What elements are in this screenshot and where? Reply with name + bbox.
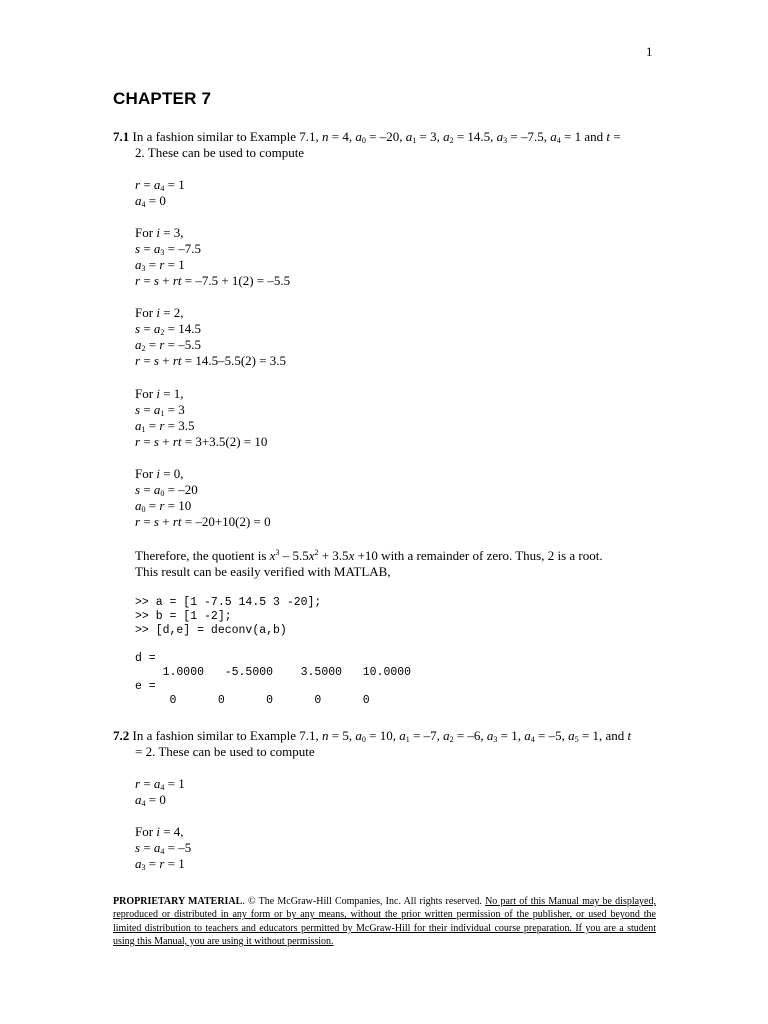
step-line: $a_0 = r = 10$ — [135, 498, 192, 514]
page-number: 1 — [646, 44, 653, 59]
init-line: $a_4 = 0$ — [135, 193, 166, 209]
step-line: $a_3 = r = 1$ — [135, 257, 185, 273]
step-line: $a_2 = r = -5.5$ — [135, 337, 201, 353]
step-line: r = s + rt = –20+10(2) = 0 — [135, 514, 271, 529]
problem-number: 7.2 — [113, 728, 130, 743]
step-line: $s = a_4 = -5$ — [135, 840, 192, 856]
step-head: For i = 0, — [135, 466, 184, 481]
problem-7-1-intro — [113, 129, 621, 145]
step-head: For i = 1, — [135, 386, 184, 401]
matlab-code — [135, 596, 411, 708]
step-line: $s = a_2 = 14.5$ — [135, 321, 201, 337]
problem-number: 7.1 — [113, 129, 130, 144]
footer-copyright: . © The McGraw-Hill Companies, Inc. All rights reserved. — [242, 896, 486, 907]
step-line: r = s + rt = 3+3.5(2) = 10 — [135, 434, 268, 449]
conclusion-line: Therefore, the quotient is $x^3 - 5.5x^2 + 3.5x +10$ with a remainder of zero. Thus, 2 is a root. — [135, 548, 603, 563]
code-line: >> a = [1 -7.5 14.5 3 -20]; — [135, 596, 322, 609]
step-line: $a_1 = r = 3.5$ — [135, 418, 195, 434]
intro-text: In a fashion similar to Example 7.1, — [129, 129, 323, 144]
problem-7-2-intro-cont: = 2. These can be used to compute — [135, 744, 315, 759]
code-line: 1.0000 -5.5000 3.5000 10.0000 — [135, 666, 412, 679]
code-line: d = — [135, 652, 156, 665]
code-line: 0 0 0 0 0 — [135, 694, 370, 707]
step-line: $s = a_1 = 3$ — [135, 402, 185, 418]
problem-7-1-intro-cont: 2. These can be used to compute — [135, 145, 305, 160]
code-line: >> [d,e] = deconv(a,b) — [135, 624, 287, 637]
init-line: $r = a_4 = 1$ — [135, 177, 185, 193]
conclusion-line: This result can be easily verified with MATLAB, — [135, 564, 391, 579]
step-line: r = s + rt = –7.5 + 1(2) = –5.5 — [135, 273, 291, 288]
step-line: $s = a_0 = -20$ — [135, 482, 198, 498]
init-line: $a_4 = 0$ — [135, 792, 166, 808]
footer-label: PROPRIETARY MATERIAL — [113, 896, 243, 907]
problem-7-2-intro — [113, 728, 631, 744]
footer-notice: No part of this Manual may be displayed, reproduced or distributed in any form or by any means, without the prior written permission of the publisher, or used beyond the limited distribution to teachers and educators permitted by McGraw-Hill for their individual course preparation. If you are a student using this Manual, you are using it without permission. — [113, 896, 656, 947]
proprietary-footer — [113, 895, 656, 948]
intro-text: In a fashion similar to Example 7.1, — [129, 728, 323, 743]
step-head: For i = 2, — [135, 305, 184, 320]
intro-params: n = 5, $a_0 = 10$, $a_1 = -7$, $a_2 = -6$, $a_3 = 1$, $a_4 = -5$, $a_5 = 1$, and t — [322, 728, 632, 744]
code-line: e = — [135, 680, 156, 693]
chapter-title: CHAPTER 7 — [113, 89, 212, 108]
step-line: r = s + rt = 14.5–5.5(2) = 3.5 — [135, 353, 287, 368]
code-line: >> b = [1 -2]; — [135, 610, 232, 623]
step-head: For i = 4, — [135, 824, 184, 839]
intro-params: n = 4, $a_0 = -20$, $a_1 = 3$, $a_2 = 14.5$, $a_3 = -7.5$, $a_4 = 1$ and t = — [322, 129, 621, 145]
code-line — [135, 638, 411, 652]
step-line: $s = a_3 = -7.5$ — [135, 241, 201, 257]
init-line: $r = a_4 = 1$ — [135, 776, 185, 792]
step-line: $a_3 = r = 1$ — [135, 856, 185, 872]
step-head: For i = 3, — [135, 225, 184, 240]
